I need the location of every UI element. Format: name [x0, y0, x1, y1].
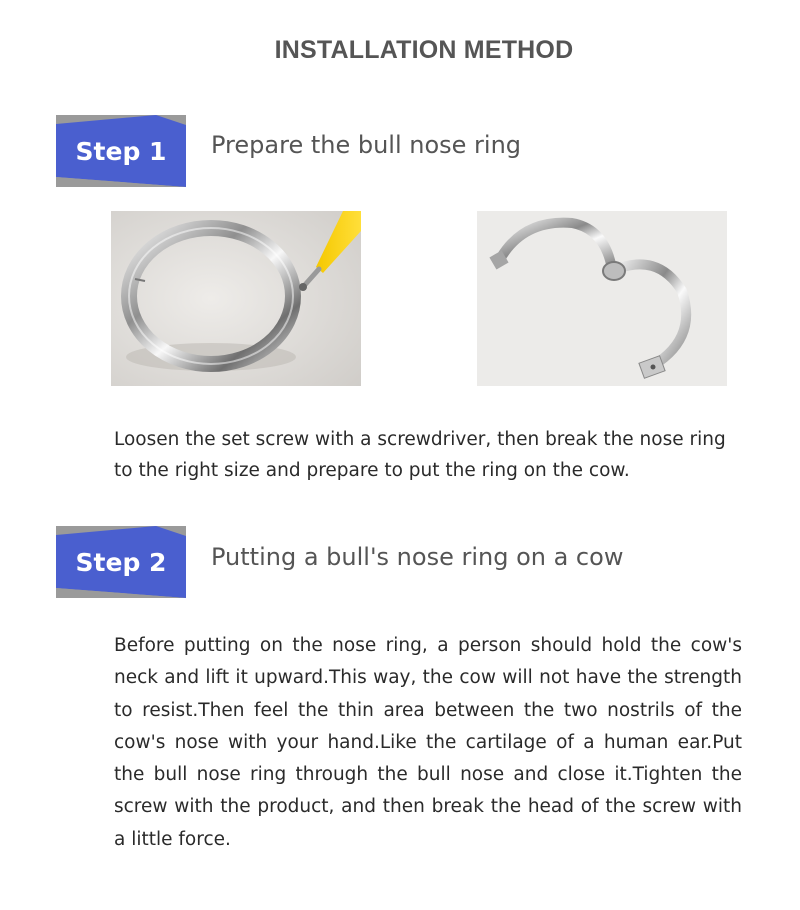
- step1-heading: Prepare the bull nose ring: [211, 131, 522, 159]
- step2-badge: [56, 526, 186, 598]
- step2-badge-label: Step 2: [75, 547, 167, 577]
- ring-closed-photo: [111, 211, 361, 386]
- step1-description: Loosen the set screw with a screwdriver, then break the nose ring to the right size and prepare to put the ring on the cow.: [114, 429, 726, 481]
- step2-heading: Putting a bull's nose ring on a cow: [211, 543, 624, 571]
- step2-description: Before putting on the nose ring, a person should hold the cow's neck and lift it upward.This way, the cow will not have the strength to resist.Then feel the thin area between the two nostrils of the cow's nose with your hand.Like the cartilage of a human ear.Put the bull nose ring through the bull nose and close it.Tighten the screw with the product, and then break the head of the screw with a little force.: [114, 635, 742, 850]
- step1-badge: [56, 115, 186, 187]
- step1-badge-label: Step 1: [75, 136, 167, 166]
- ring-open-photo: [477, 211, 727, 386]
- page-title: INSTALLATION METHOD: [274, 36, 574, 64]
